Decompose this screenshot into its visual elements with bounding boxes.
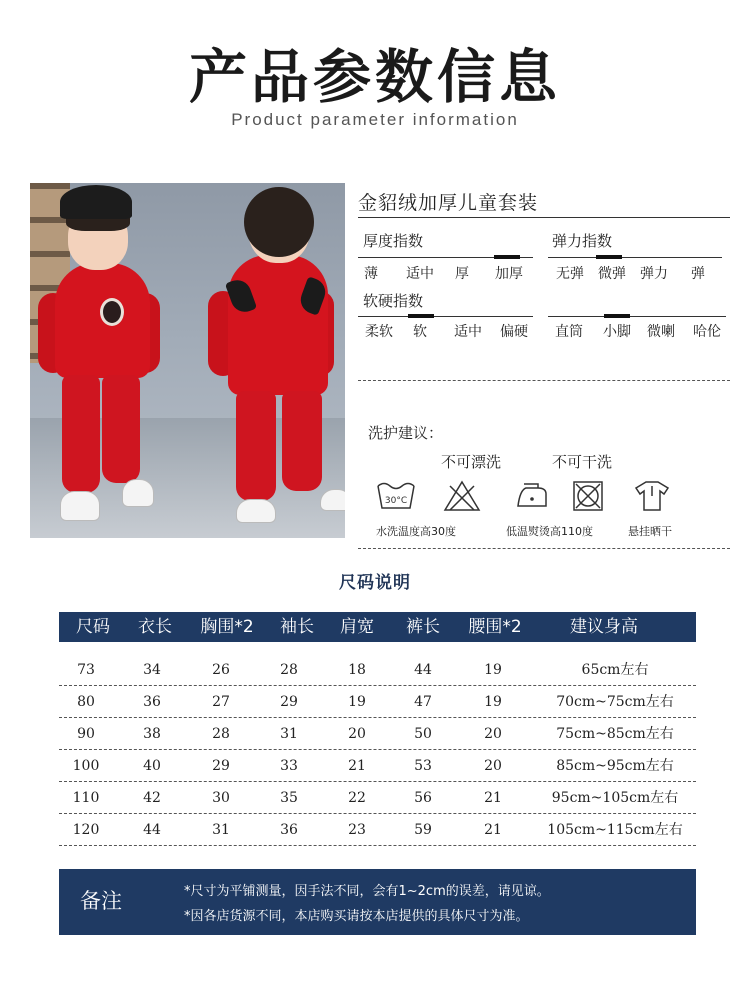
care-caption: 悬挂晒干: [628, 525, 672, 538]
no-dry-clean-icon: [568, 478, 608, 514]
cell-height: 95cm~105cm左右: [551, 790, 679, 806]
thickness-index-label: 厚度指数: [363, 232, 424, 250]
thickness-option: 薄: [364, 266, 378, 282]
kid-back-view: [190, 183, 345, 538]
note-line: *尺寸为平铺测量，因手法不同，会有1~2cm的误差，请见谅。: [184, 884, 550, 899]
elasticity-option: 无弹: [556, 266, 584, 282]
cell-chest: 30: [212, 790, 230, 806]
cell-size: 110: [72, 790, 100, 806]
row-divider: [59, 845, 696, 846]
cell-shoulder: 22: [348, 790, 366, 806]
cell-height: 85cm~95cm左右: [556, 758, 674, 774]
care-caption: 低温熨烫高110度: [506, 525, 593, 538]
cell-waist: 21: [484, 822, 502, 838]
elasticity-option: 弹: [691, 266, 705, 282]
fit-option: 直筒: [555, 324, 583, 340]
product-photo: [30, 183, 345, 538]
cell-height: 105cm~115cm左右: [547, 822, 683, 838]
hang-dry-icon: [632, 478, 672, 514]
divider: [358, 548, 730, 549]
cell-size: 80: [77, 694, 95, 710]
page-title: 产品参数信息: [188, 43, 561, 111]
cell-shoulder: 18: [348, 662, 366, 678]
softness-option: 适中: [454, 324, 482, 340]
elasticity-scale-line: [548, 257, 722, 258]
cell-pants-length: 50: [414, 726, 432, 742]
fit-scale-line: [548, 316, 726, 317]
header-shoulder: 肩宽: [340, 617, 374, 637]
cell-length: 40: [143, 758, 161, 774]
elasticity-index-label: 弹力指数: [552, 232, 613, 250]
header-length: 衣长: [138, 617, 172, 637]
cell-waist: 19: [484, 694, 502, 710]
softness-option: 偏硬: [500, 324, 528, 340]
cell-height: 70cm~75cm左右: [556, 694, 674, 710]
header-chest: 胸围*2: [200, 617, 254, 637]
softness-index-label: 软硬指数: [363, 292, 424, 310]
wash-30-icon: [376, 478, 416, 514]
elasticity-option: 弹力: [640, 266, 668, 282]
header-pants-length: 裤长: [406, 617, 440, 637]
softness-option: 柔软: [365, 324, 393, 340]
cell-waist: 19: [484, 662, 502, 678]
low-iron-icon: [512, 478, 552, 514]
header-waist: 腰围*2: [468, 617, 522, 637]
fit-option: 小脚: [603, 324, 631, 340]
header-size: 尺码: [76, 617, 110, 637]
softness-scale-line: [358, 316, 533, 317]
cell-sleeve: 31: [280, 726, 298, 742]
notes-label: 备注: [80, 889, 122, 913]
cell-pants-length: 47: [414, 694, 432, 710]
cell-chest: 28: [212, 726, 230, 742]
cell-sleeve: 28: [280, 662, 298, 678]
softness-selected-marker: [408, 314, 434, 318]
softness-option: 软: [413, 324, 427, 340]
note-line: *因各店货源不同，本店购买请按本店提供的具体尺寸为准。: [184, 909, 529, 924]
cell-size: 100: [72, 758, 100, 774]
cell-waist: 20: [484, 726, 502, 742]
cell-height: 75cm~85cm左右: [556, 726, 674, 742]
cell-chest: 31: [212, 822, 230, 838]
cell-length: 34: [143, 662, 161, 678]
kid-front-view: [30, 183, 190, 538]
cell-shoulder: 20: [348, 726, 366, 742]
cell-pants-length: 59: [414, 822, 432, 838]
cell-length: 44: [143, 822, 161, 838]
cell-length: 38: [143, 726, 161, 742]
cell-pants-length: 56: [414, 790, 432, 806]
thickness-selected-marker: [494, 255, 520, 259]
cell-length: 42: [143, 790, 161, 806]
header-sleeve: 袖长: [280, 617, 314, 637]
product-name: 金貂绒加厚儿童套装: [358, 192, 539, 214]
elasticity-selected-marker: [596, 255, 622, 259]
cell-chest: 26: [212, 662, 230, 678]
cell-size: 90: [77, 726, 95, 742]
thickness-option: 厚: [455, 266, 469, 282]
no-bleach-label: 不可漂洗: [441, 453, 502, 471]
thickness-option: 适中: [406, 266, 434, 282]
divider: [358, 217, 730, 218]
care-caption: 水洗温度高30度: [376, 525, 456, 538]
notes-box: [59, 869, 696, 935]
cell-size: 73: [77, 662, 95, 678]
no-dry-clean-label: 不可干洗: [552, 453, 613, 471]
cell-length: 36: [143, 694, 161, 710]
page-subtitle: Product parameter information: [231, 110, 519, 129]
cell-shoulder: 19: [348, 694, 366, 710]
cell-waist: 21: [484, 790, 502, 806]
cell-shoulder: 21: [348, 758, 366, 774]
cell-size: 120: [72, 822, 100, 838]
cat-badge-icon: [100, 298, 124, 326]
elasticity-option: 微弹: [598, 266, 626, 282]
cell-waist: 20: [484, 758, 502, 774]
size-chart-title: 尺码说明: [339, 573, 411, 593]
cell-chest: 29: [212, 758, 230, 774]
cell-sleeve: 33: [280, 758, 298, 774]
cell-pants-length: 44: [414, 662, 432, 678]
fit-option: 哈伦: [693, 324, 721, 340]
cell-chest: 27: [212, 694, 230, 710]
cell-height: 65cm左右: [581, 662, 649, 678]
cell-pants-length: 53: [414, 758, 432, 774]
divider: [358, 380, 730, 381]
thickness-option: 加厚: [495, 266, 523, 282]
care-title: 洗护建议：: [368, 424, 444, 442]
wash-temp-text: 30°C: [384, 496, 408, 506]
cell-sleeve: 29: [280, 694, 298, 710]
header-height: 建议身高: [570, 617, 638, 637]
no-bleach-icon: [442, 478, 482, 514]
cell-shoulder: 23: [348, 822, 366, 838]
cell-sleeve: 35: [280, 790, 298, 806]
fit-option: 微喇: [647, 324, 675, 340]
fit-selected-marker: [604, 314, 630, 318]
cell-sleeve: 36: [280, 822, 298, 838]
